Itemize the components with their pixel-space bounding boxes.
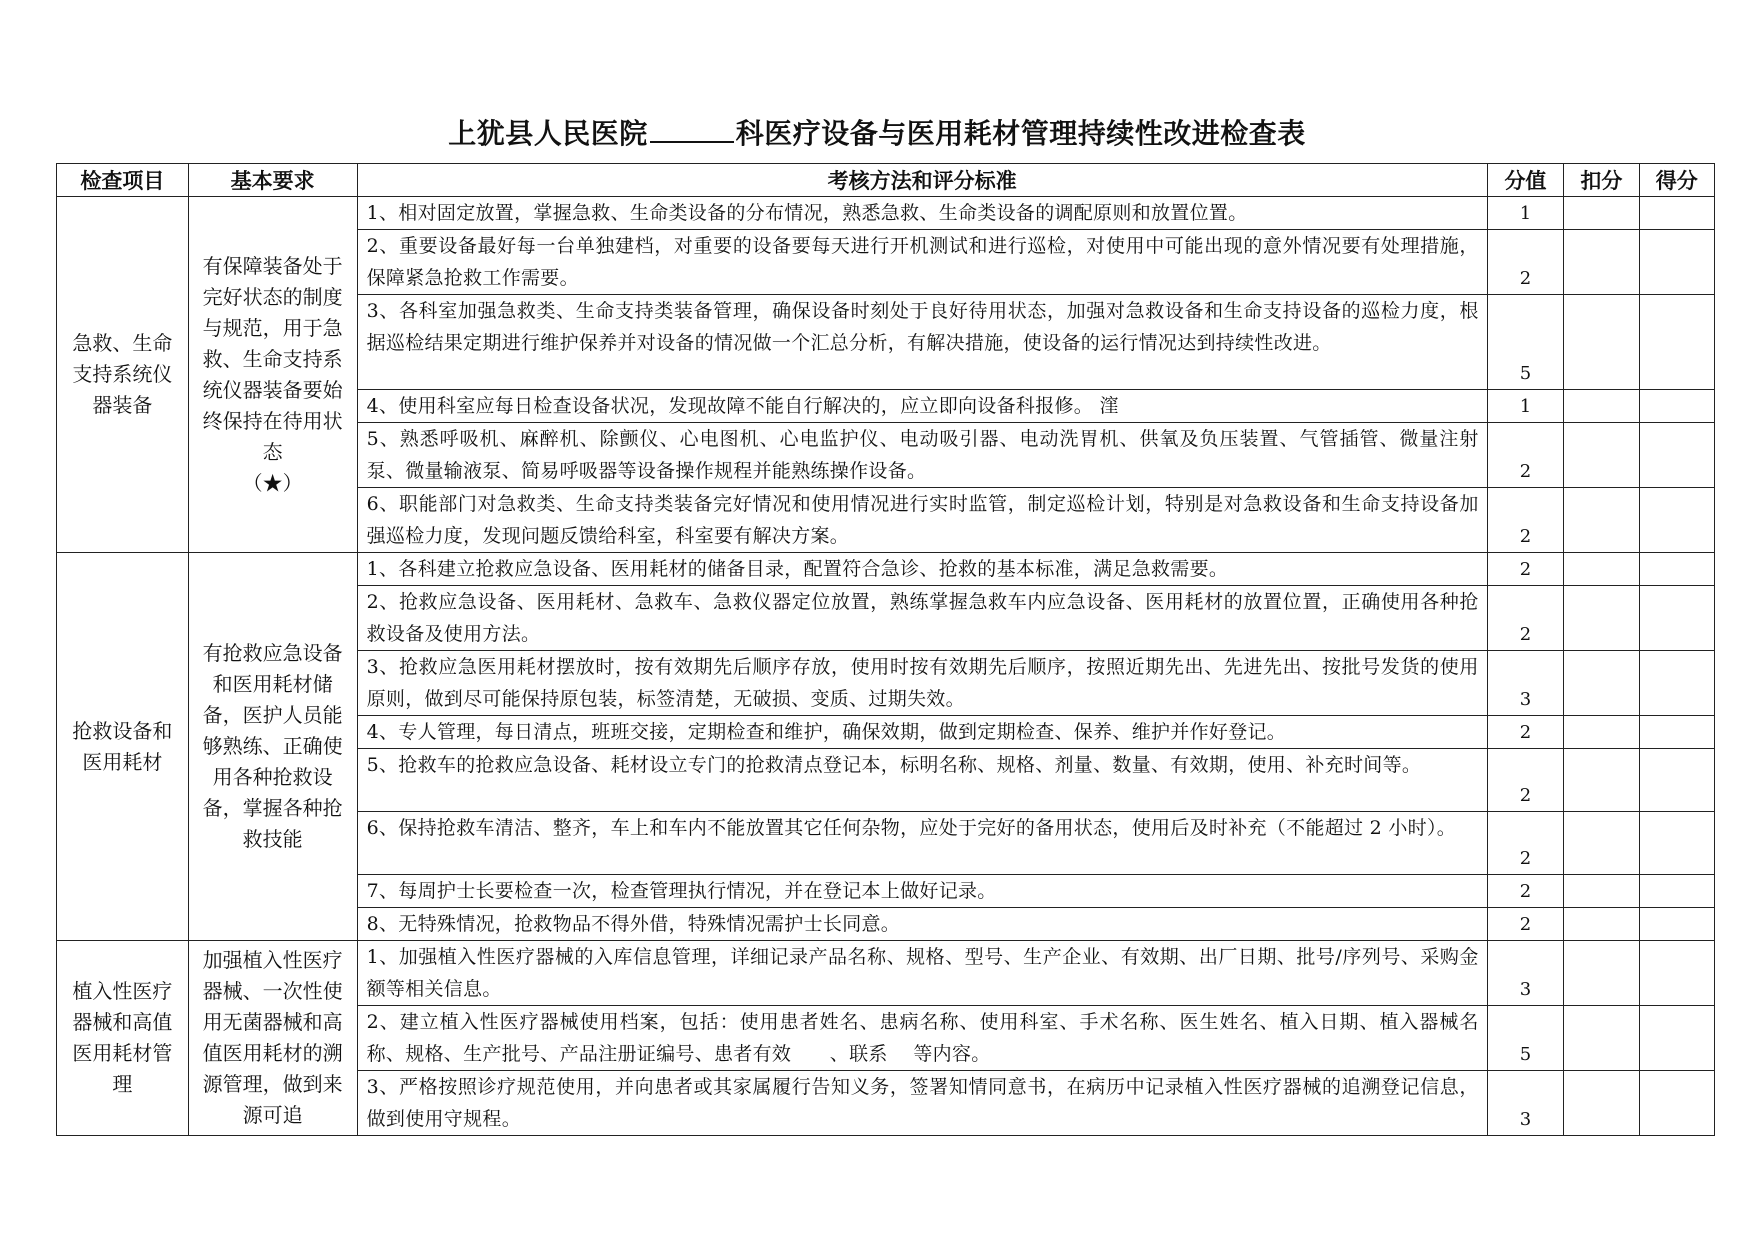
- criteria-cell: 3、抢救应急医用耗材摆放时，按有效期先后顺序存放，使用时按有效期先后顺序，按照近期先出、先进先出、按批号发货的使用原则，做到尽可能保持原包装，标签清楚，无破损、变质、过期失效。: [357, 651, 1487, 716]
- criteria-cell: 2、重要设备最好每一台单独建档，对重要的设备要每天进行开机测试和进行巡检，对使用中可能出现的意外情况要有处理措施，保障紧急抢救工作需要。: [357, 230, 1487, 295]
- deduction-cell[interactable]: [1564, 488, 1639, 553]
- score-value: 2: [1487, 716, 1563, 749]
- score-value: 2: [1487, 230, 1563, 295]
- final-score-cell[interactable]: [1639, 295, 1714, 390]
- final-score-cell[interactable]: [1639, 875, 1714, 908]
- deduction-cell[interactable]: [1564, 941, 1639, 1006]
- table-row: [57, 553, 1715, 586]
- department-blank-line: [650, 117, 734, 143]
- final-score-cell[interactable]: [1639, 651, 1714, 716]
- score-value: 3: [1487, 1071, 1563, 1136]
- criteria-cell: 6、保持抢救车清洁、整齐，车上和车内不能放置其它任何杂物，应处于完好的备用状态，使用后及时补充（不能超过 2 小时）。: [357, 812, 1487, 875]
- criteria-cell: 5、抢救车的抢救应急设备、耗材设立专门的抢救清点登记本，标明名称、规格、剂量、数量、有效期，使用、补充时间等。: [357, 749, 1487, 812]
- deduction-cell[interactable]: [1564, 423, 1639, 488]
- criteria-cell: 2、抢救应急设备、医用耗材、急救车、急救仪器定位放置，熟练掌握急救车内应急设备、医用耗材的放置位置，正确使用各种抢救设备及使用方法。: [357, 586, 1487, 651]
- final-score-cell[interactable]: [1639, 716, 1714, 749]
- deduction-cell[interactable]: [1564, 812, 1639, 875]
- criteria-cell: 8、无特殊情况，抢救物品不得外借，特殊情况需护士长同意。: [357, 908, 1487, 941]
- final-score-cell[interactable]: [1639, 908, 1714, 941]
- criteria-cell: 5、熟悉呼吸机、麻醉机、除颤仪、心电图机、心电监护仪、电动吸引器、电动洗胃机、供氧及负压装置、气管插管、微量注射泵、微量输液泵、简易呼吸器等设备操作规程并能熟练操作设备。: [357, 423, 1487, 488]
- criteria-cell: 6、职能部门对急救类、生命支持类装备完好情况和使用情况进行实时监管，制定巡检计划，特别是对急救设备和生命支持设备加强巡检力度，发现问题反馈给科室，科室要有解决方案。: [357, 488, 1487, 553]
- deduction-cell[interactable]: [1564, 749, 1639, 812]
- score-value: 5: [1487, 295, 1563, 390]
- criteria-cell: 3、各科室加强急救类、生命支持类装备管理，确保设备时刻处于良好待用状态，加强对急救设备和生命支持设备的巡检力度，根据巡检结果定期进行维护保养并对设备的情况做一个汇总分析，有解决措施，使设备的运行情况达到持续性改进。: [357, 295, 1487, 390]
- final-score-cell[interactable]: [1639, 390, 1714, 423]
- deduction-cell[interactable]: [1564, 553, 1639, 586]
- final-score-cell[interactable]: [1639, 812, 1714, 875]
- score-value: 2: [1487, 586, 1563, 651]
- score-value: 1: [1487, 197, 1563, 230]
- criteria-cell: 2、建立植入性医疗器械使用档案，包括：使用患者姓名、患病名称、使用科室、手术名称、医生姓名、植入日期、植入器械名称、规格、生产批号、产品注册证编号、患者有效 、联系 等内容。: [357, 1006, 1487, 1071]
- criteria-cell: 4、专人管理，每日清点，班班交接，定期检查和维护，确保效期，做到定期检查、保养、维护并作好登记。: [357, 716, 1487, 749]
- final-score-cell[interactable]: [1639, 1071, 1714, 1136]
- deduction-cell[interactable]: [1564, 586, 1639, 651]
- score-value: 2: [1487, 812, 1563, 875]
- header-requirement: 基本要求: [188, 164, 357, 197]
- title-subject: 科医疗设备与医用耗材管理持续性改进检查表: [735, 117, 1306, 150]
- header-score: 分值: [1487, 164, 1563, 197]
- deduction-cell[interactable]: [1564, 1071, 1639, 1136]
- key-item-star-mark: （★）: [242, 470, 303, 495]
- check-item: 植入性医疗器械和高值医用耗材管理: [57, 941, 189, 1136]
- score-value: 2: [1487, 749, 1563, 812]
- score-value: 2: [1487, 875, 1563, 908]
- criteria-cell: 1、相对固定放置，掌握急救、生命类设备的分布情况，熟悉急救、生命类设备的调配原则和放置位置。: [357, 197, 1487, 230]
- check-item: 抢救设备和医用耗材: [57, 553, 189, 941]
- inspection-table: [56, 163, 1715, 1136]
- final-score-cell[interactable]: [1639, 488, 1714, 553]
- score-value: 5: [1487, 1006, 1563, 1071]
- criteria-cell: 1、各科建立抢救应急设备、医用耗材的储备目录，配置符合急诊、抢救的基本标准，满足急救需要。: [357, 553, 1487, 586]
- final-score-cell[interactable]: [1639, 941, 1714, 1006]
- criteria-cell: 4、使用科室应每日检查设备状况，发现故障不能自行解决的，应立即向设备科报修。 漥: [357, 390, 1487, 423]
- check-item: 急救、生命支持系统仪器装备: [57, 197, 189, 553]
- score-value: 3: [1487, 651, 1563, 716]
- score-value: 2: [1487, 908, 1563, 941]
- basic-requirement: 加强植入性医疗器械、一次性使用无菌器械和高值医用耗材的溯源管理，做到来源可追: [188, 941, 357, 1136]
- table-row: [57, 941, 1715, 1006]
- basic-requirement: 有抢救应急设备和医用耗材储备，医护人员能够熟练、正确使用各种抢救设备，掌握各种抢救技能: [188, 553, 357, 941]
- deduction-cell[interactable]: [1564, 197, 1639, 230]
- header-deduction: 扣分: [1564, 164, 1639, 197]
- table-row: [57, 197, 1715, 230]
- final-score-cell[interactable]: [1639, 197, 1714, 230]
- page-title: [0, 112, 1754, 152]
- deduction-cell[interactable]: [1564, 295, 1639, 390]
- deduction-cell[interactable]: [1564, 390, 1639, 423]
- header-final-score: 得分: [1639, 164, 1714, 197]
- criteria-cell: 7、每周护士长要检查一次，检查管理执行情况，并在登记本上做好记录。: [357, 875, 1487, 908]
- score-value: 2: [1487, 423, 1563, 488]
- deduction-cell[interactable]: [1564, 1006, 1639, 1071]
- score-value: 2: [1487, 488, 1563, 553]
- requirement-text: 有保障装备处于完好状态的制度与规范，用于急救、生命支持系统仪器装备要始终保持在待用状态: [202, 253, 343, 464]
- final-score-cell[interactable]: [1639, 1006, 1714, 1071]
- final-score-cell[interactable]: [1639, 423, 1714, 488]
- deduction-cell[interactable]: [1564, 908, 1639, 941]
- header-criteria: 考核方法和评分标准: [357, 164, 1487, 197]
- deduction-cell[interactable]: [1564, 230, 1639, 295]
- deduction-cell[interactable]: [1564, 875, 1639, 908]
- final-score-cell[interactable]: [1639, 230, 1714, 295]
- header-row: [57, 164, 1715, 197]
- criteria-cell: 3、严格按照诊疗规范使用，并向患者或其家属履行告知义务，签署知情同意书，在病历中记录植入性医疗器械的追溯登记信息，做到使用守规程。: [357, 1071, 1487, 1136]
- score-value: 2: [1487, 553, 1563, 586]
- criteria-cell: 1、加强植入性医疗器械的入库信息管理，详细记录产品名称、规格、型号、生产企业、有效期、出厂日期、批号/序列号、采购金额等相关信息。: [357, 941, 1487, 1006]
- score-value: 3: [1487, 941, 1563, 1006]
- deduction-cell[interactable]: [1564, 716, 1639, 749]
- basic-requirement: [188, 197, 357, 553]
- score-value: 1: [1487, 390, 1563, 423]
- final-score-cell[interactable]: [1639, 749, 1714, 812]
- title-hospital: 上犹县人民医院: [448, 117, 648, 150]
- deduction-cell[interactable]: [1564, 651, 1639, 716]
- final-score-cell[interactable]: [1639, 553, 1714, 586]
- final-score-cell[interactable]: [1639, 586, 1714, 651]
- header-check-item: 检查项目: [57, 164, 189, 197]
